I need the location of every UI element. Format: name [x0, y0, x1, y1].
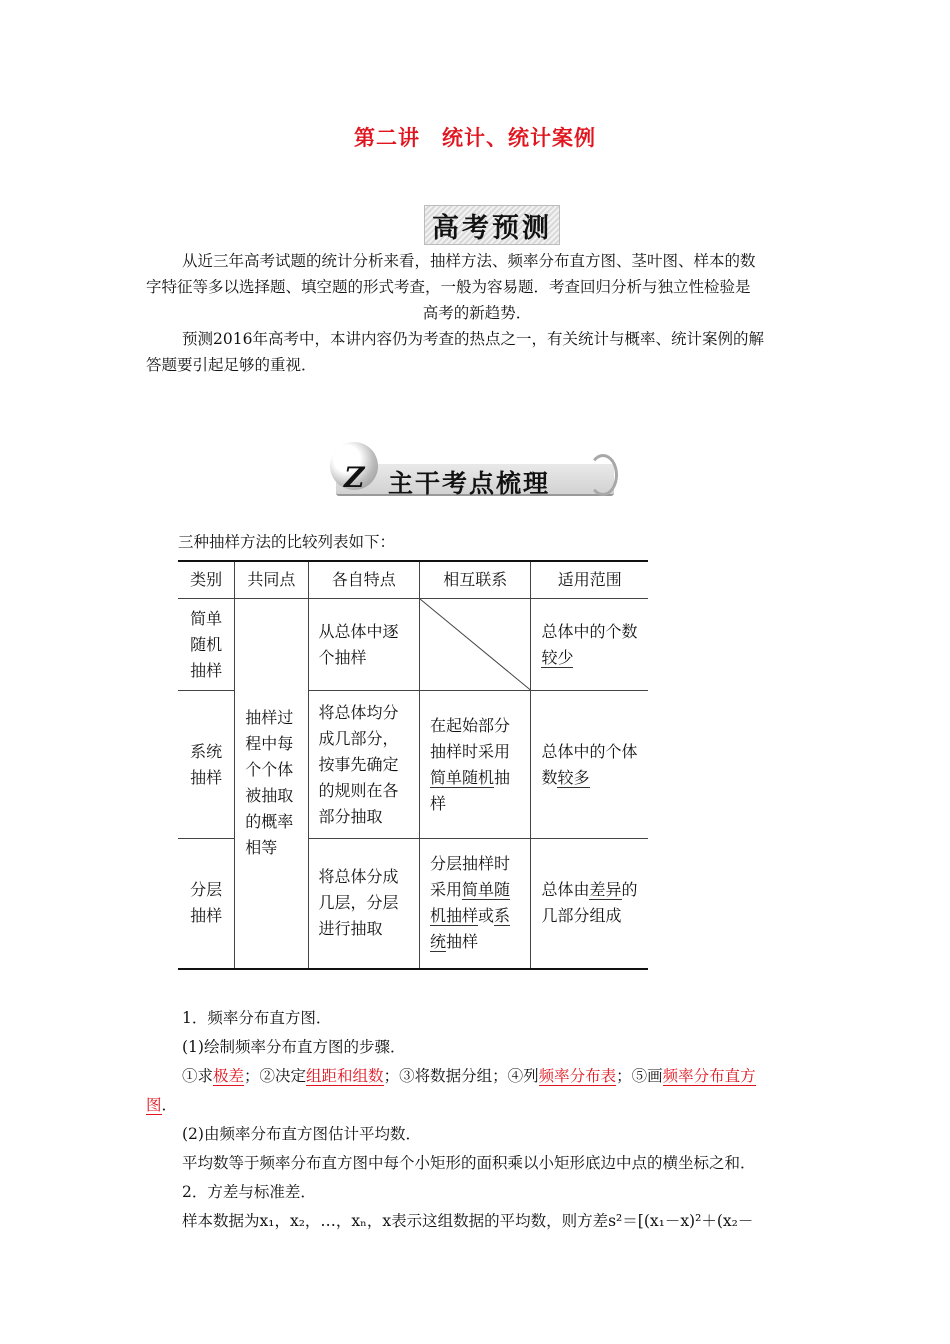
- header-category: 类别: [178, 561, 235, 599]
- forecast-line: 高考的新趋势．: [422, 304, 532, 322]
- cell-relation: [420, 691, 531, 839]
- cell-scope: [531, 599, 648, 691]
- relation-underlined: 系统: [430, 906, 511, 952]
- step-text: ；③将数据分组；④列: [383, 1067, 539, 1085]
- cell-scope: [531, 839, 648, 969]
- subheading-1-2: (2)由频率分布直方图估计平均数．: [182, 1125, 421, 1143]
- table-intro: 三种抽样方法的比较列表如下：: [178, 533, 396, 551]
- page-title: 第二讲 统计、统计案例: [354, 126, 596, 150]
- step-answer: 极差: [213, 1067, 245, 1085]
- header-feature: 各自特点: [308, 561, 419, 599]
- forecast-banner: [424, 205, 560, 245]
- cell-feature: 将总体均分成几部分，按事先确定的规则在各部分抽取: [308, 691, 419, 839]
- forecast-banner-text: 高考预测: [432, 212, 552, 244]
- scope-underlined: 较少: [541, 647, 574, 667]
- step-text: ．: [161, 1096, 178, 1114]
- notes-section: [146, 1004, 808, 1236]
- header-scope: 适用范围: [531, 561, 648, 599]
- cell-feature: 将总体分成几层，分层进行抽取: [308, 839, 419, 969]
- variance-explanation: 样本数据为x₁，x₂，…，xₙ，x表示这组数据的平均数，则方差s²＝[(x₁－x)²＋(x₂－: [182, 1212, 754, 1230]
- table-header-row: [178, 561, 648, 599]
- relation-underlined: 简单随机抽样: [430, 880, 511, 926]
- banner-text: 主干考点梳理: [388, 469, 551, 498]
- scope-text: 总体中的个数: [541, 621, 638, 641]
- section-heading-1: 1．频率分布直方图．: [182, 1009, 332, 1027]
- relation-text: 分层抽样时采用: [430, 854, 511, 900]
- forecast-line: 答题要引起足够的重视．: [146, 356, 317, 374]
- relation-text: 抽样: [430, 767, 511, 813]
- cell-common: 抽样过程中每个个体被抽取的概率相等: [235, 599, 308, 969]
- scope-underlined: 较多: [557, 767, 590, 787]
- diagonal-line: [420, 599, 530, 690]
- step-answer: 图: [146, 1096, 162, 1114]
- forecast-line: 预测2016年高考中，本讲内容仍为考查的热点之一，有关统计与概率、统计案例的解: [182, 330, 764, 348]
- cell-category: 简单随机抽样: [178, 599, 235, 691]
- sampling-comparison-table: [178, 560, 648, 970]
- relation-text: 在起始部分抽样时采用: [430, 715, 511, 761]
- step-text: ；②决定: [244, 1067, 307, 1085]
- forecast-line: 从近三年高考试题的统计分析来看，抽样方法、频率分布直方图、茎叶图、样本的数: [182, 252, 756, 270]
- step-text: ；⑤画: [616, 1067, 663, 1085]
- histogram-steps-cont: [146, 1091, 808, 1120]
- cell-relation: [420, 839, 531, 969]
- header-common: 共同点: [235, 561, 308, 599]
- scope-text: 总体中的个体数: [541, 741, 638, 787]
- relation-underlined: 简单随机: [430, 767, 495, 787]
- scope-text: 的几部分组成: [541, 880, 638, 926]
- banner-letter: Z: [344, 461, 365, 494]
- scope-underlined: 差异: [589, 880, 622, 900]
- forecast-paragraph-2: [146, 326, 808, 378]
- relation-text: 抽样: [446, 932, 479, 952]
- relation-text: 或: [478, 906, 495, 926]
- mean-explanation: 平均数等于频率分布直方图中每个小矩形的面积乘以小矩形底边中点的横坐标之和．: [182, 1154, 756, 1172]
- header-relation: 相互联系: [420, 561, 531, 599]
- cell-scope: [531, 691, 648, 839]
- subheading-1-1: (1)绘制频率分布直方图的步骤．: [182, 1038, 406, 1056]
- step-answer: 频率分布表: [538, 1067, 617, 1085]
- cell-relation-empty: [420, 599, 531, 691]
- forecast-line: 字特征等多以选择题、填空题的形式考查，一般为容易题．考查回归分析与独立性检验是: [146, 278, 751, 296]
- step-answer: 组距和组数: [306, 1067, 384, 1085]
- cell-category: 分层抽样: [178, 839, 235, 969]
- step-answer: 频率分布直方: [662, 1067, 756, 1085]
- histogram-steps: [146, 1062, 808, 1091]
- section-banner: [330, 438, 620, 498]
- table-row: [178, 599, 648, 691]
- section-heading-2: 2．方差与标准差．: [182, 1183, 316, 1201]
- forecast-paragraph-1: [146, 248, 808, 326]
- cell-feature: 从总体中逐个抽样: [308, 599, 419, 691]
- step-text: ①求: [182, 1067, 214, 1085]
- cell-category: 系统抽样: [178, 691, 235, 839]
- scope-text: 总体由: [541, 880, 590, 900]
- wave-icon: [588, 454, 618, 496]
